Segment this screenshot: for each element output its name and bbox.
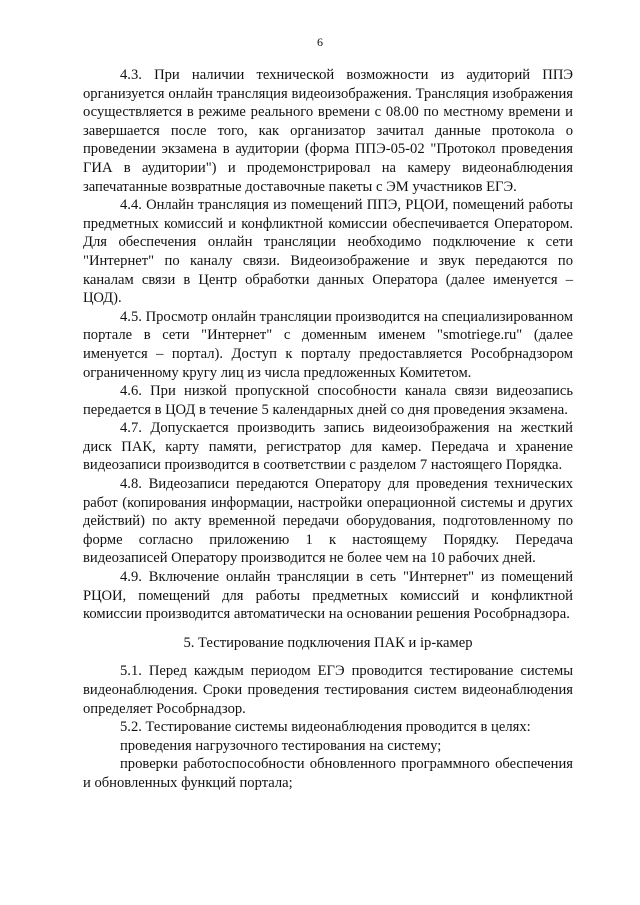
paragraph-4-4: 4.4. Онлайн трансляция из помещений ППЭ, РЦОИ, помещений работы предметных комиссий и конфликтной комиссии обеспечивается Оператором. Для обеспечения онлайн трансляции необходимо подключение к сети "Интернет" по каналу связи. Видеоизображение и звук передаются по каналам связи в Центр обработки данных Оператора (далее именуется – ЦОД). — [83, 197, 573, 307]
document-body — [83, 66, 573, 793]
list-item-software-check: проверки работоспособности обновленного программного обеспечения и обновленных функций портала; — [83, 756, 573, 791]
paragraph-4-3: 4.3. При наличии технической возможности из аудиторий ППЭ организуется онлайн трансляция видеоизображения. Трансляция изображения осуществляется в режиме реального времени с 08.00 по местному времени и завершается после того, как организатор зачитал данные протокола о проведении экзамена в аудитории (форма ППЭ-05-02 "Протокол проведения ГИА в аудитории") и продемонстрировал на камеру видеонаблюдения запечатанные возвратные доставочные пакеты с ЭМ участников ЕГЭ. — [83, 67, 573, 195]
paragraph-5-2: 5.2. Тестирование системы видеонаблюдения проводится в целях: — [120, 719, 531, 736]
section-heading: 5. Тестирование подключения ПАК и ip-камер — [183, 634, 473, 651]
paragraph-4-7: 4.7. Допускается производить запись видеоизображения на жесткий диск ПАК, карту памяти, регистратор для камер. Передача и хранение видеозаписи производится в соответствии с разделом 7 настоящего Порядка. — [83, 420, 573, 474]
list-item-load-testing: проведения нагрузочного тестирования на систему; — [120, 737, 442, 754]
paragraph-4-6: 4.6. При низкой пропускной способности канала связи видеозапись передается в ЦОД в течение 5 календарных дней со дня проведения экзамена. — [83, 383, 573, 418]
paragraph-5-1: 5.1. Перед каждым периодом ЕГЭ проводится тестирование системы видеонаблюдения. Сроки проведения тестирования систем видеонаблюдения определяет Рособрнадзор. — [83, 663, 573, 717]
paragraph-4-9: 4.9. Включение онлайн трансляции в сеть "Интернет" из помещений РЦОИ, помещений для работы предметных комиссий и конфликтной комиссии производится автоматически на основании решения Рособрнадзора. — [83, 569, 573, 623]
paragraph-4-8: 4.8. Видеозаписи передаются Оператору для проведения технических работ (копирования информации, настройки операционной системы и других действий) по акту временной передачи оборудования, подготовленному по форме согласно приложению 1 к настоящему Порядку. Передача видеозаписей Оператору производится не более чем на 10 рабочих дней. — [83, 476, 573, 567]
page-number: 6 — [317, 35, 323, 49]
paragraph-4-5: 4.5. Просмотр онлайн трансляции производится на специализированном портале в сети "Интернет" с доменным именем "smotriege.ru" (далее именуется – портал). Доступ к порталу предоставляется Рособрнадзором ограниченному кругу лиц из числа предложенных Комитетом. — [83, 308, 573, 381]
